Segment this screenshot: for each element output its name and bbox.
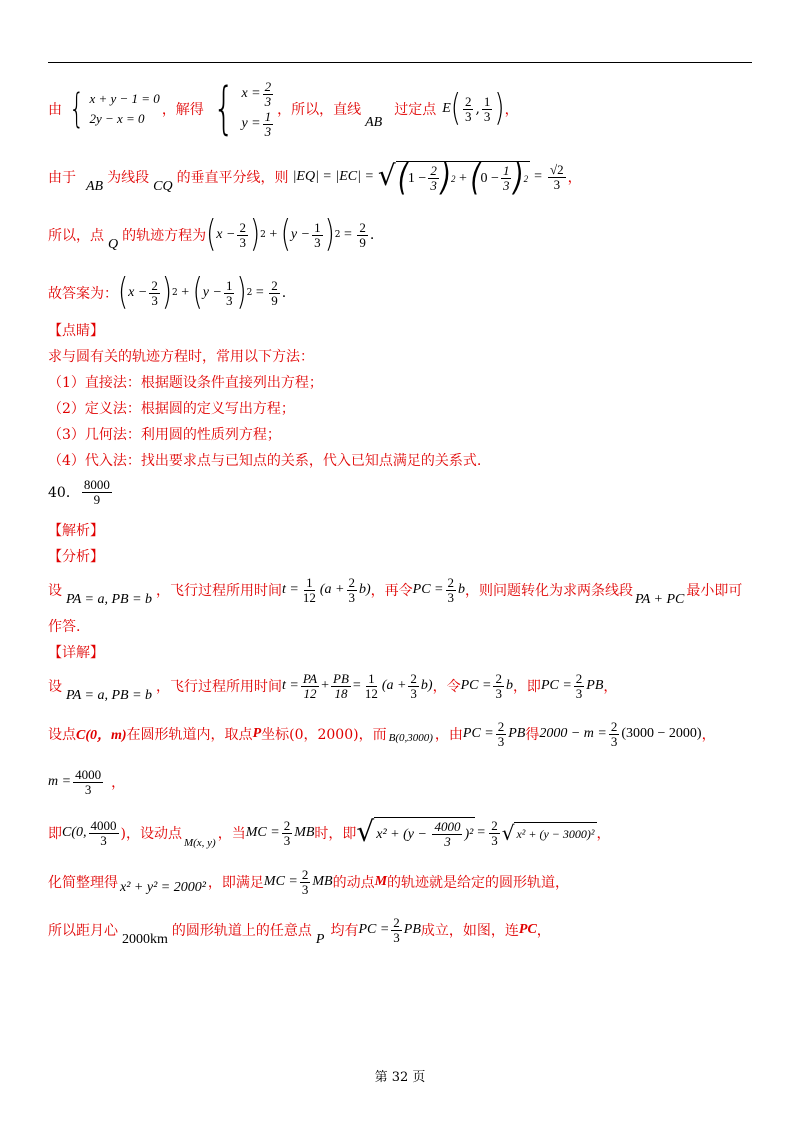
den: 3 [348, 589, 355, 605]
var: t = [282, 678, 299, 693]
detail-line-2 [48, 712, 716, 756]
den: 3 [575, 685, 583, 701]
section-heading: 【解析】 [48, 523, 104, 539]
var: M(x, y) [183, 837, 216, 849]
num: 2 [410, 670, 417, 686]
text: 即 [48, 826, 62, 842]
var: C(0，m) [76, 728, 127, 743]
text: 为线段 [107, 170, 150, 186]
var: (3000 − 2000) [621, 726, 702, 741]
text: 设点 [48, 727, 76, 743]
var: PB [403, 922, 421, 937]
text: 所以，点 [48, 228, 104, 244]
text: ，令 [432, 679, 461, 695]
sqrt-expr: √ ( 1 − $\frac{2}{3}$ ) 2 + ( 0 − $\frac{1}{3}$ ) 2 [377, 157, 529, 200]
text: )，设动点 [120, 826, 182, 842]
var: B(0,3000) [388, 732, 433, 744]
var: MC = [263, 874, 298, 889]
var: PA = a, PB = b [66, 688, 153, 703]
var: b [458, 582, 466, 597]
num: 1 [502, 163, 510, 178]
var: PC = [412, 582, 444, 597]
var: MB [294, 825, 315, 840]
var: MB [312, 874, 333, 889]
den: 3 [264, 94, 272, 109]
var: AB [365, 115, 383, 130]
num: 2 [430, 163, 437, 178]
var: PA = a, PB = b [66, 592, 153, 607]
var: x² + y² = 2000² [120, 880, 206, 895]
den: 3 [483, 108, 491, 124]
detail-line-1: 设 PA = a, PB = b ，飞行过程所用时间 t = $\frac{PA}{12}$ + $\frac{PB}{18}$ = $\frac{1}{12}$ (a + $\frac{2}{3}$ b) ，令 PC = $\frac{2}{3}$ b ，即 PC = $\frac{2}{3}$ PB ， [48, 670, 618, 703]
den: 3 [393, 929, 400, 945]
var: PB [508, 726, 526, 741]
text: 最小即可 [686, 583, 743, 599]
var: PA + PC [635, 592, 685, 607]
den: 3 [283, 832, 291, 848]
num: 4000 [75, 766, 102, 782]
var: PC = [462, 726, 494, 741]
var: P [252, 726, 262, 741]
text: 在圆形轨道内，取点 [126, 727, 253, 743]
list-item: （1）直接法：根据题设条件直接列出方程； [48, 375, 323, 391]
page-number: 第 32 页 [374, 1070, 426, 1085]
var: PB [586, 678, 604, 693]
den: 3 [264, 123, 272, 139]
text: ， [701, 727, 716, 743]
text: 坐标(0，2000)，而 [261, 727, 387, 743]
line-4 [48, 268, 286, 318]
num: 2 [491, 817, 498, 833]
num: 1 [314, 219, 321, 235]
den: 3 [84, 781, 92, 797]
den: 3 [314, 234, 321, 250]
text: ，解得 [161, 102, 204, 118]
var: m = [48, 774, 72, 789]
var: P [315, 932, 325, 947]
den: 3 [444, 834, 451, 849]
den: 3 [553, 176, 561, 192]
den: 3 [464, 108, 472, 124]
num: 2 [151, 277, 158, 293]
detail-line-4: 即 C(0, $\frac{4000}{3}$ )，设动点 M(x, y) ，当 MC = $\frac{2}{3}$ MB 时，即 √ x² + (y − $\frac{4000}{3}$ )² = $\frac{2}{3}$ √ x² + (y − 3000)² ， [48, 815, 611, 849]
line-2: 由于 AB 为线段 CQ 的垂直平分线，则 |EQ| = |EC| = √ ( 1 − $\frac{2}{3}$ ) 2 + ( 0 − $\frac{1}{3}$ ) 2 = $\frac{√2}{3}$ ， [48, 157, 582, 200]
den: 3 [497, 733, 505, 749]
den: 9 [271, 292, 278, 308]
paragraph: 求与圆有关的轨迹方程时，常用以下方法： [48, 349, 314, 365]
text: 由 [48, 102, 62, 118]
line-1: 由 { x + y − 1 = 0 2y − x = 0 ，解得 { x = $\frac{2}{3}$ y = $\frac{1}{3}$ ，所以，直线 AB 过定点 E ( $\frac{2}{3}$ , $\frac{1}{3}$ ) ， [48, 76, 519, 141]
list-item: （3）几何法：利用圆的性质列方程； [48, 427, 281, 443]
var: M [374, 874, 388, 889]
num: 2 [359, 219, 366, 235]
den: 3 [100, 832, 107, 848]
var: x = [241, 86, 261, 102]
text: ， [567, 170, 582, 186]
text: ， [536, 923, 551, 939]
list-item: （2）定义法：根据圆的定义写出方程； [48, 401, 295, 417]
var: PC = [540, 678, 572, 693]
answer-40 [48, 474, 114, 510]
paragraph: 作答. [48, 619, 81, 635]
var: PC [518, 922, 537, 937]
den: 12 [302, 589, 316, 605]
num: 1 [368, 670, 375, 686]
text: 设 [48, 679, 62, 695]
detail-line-3 [48, 760, 125, 804]
num: √2 [550, 161, 564, 177]
section-heading: 【点睛】 [48, 323, 104, 339]
var: C(0, [62, 825, 87, 840]
text: ，所以，直线 [277, 102, 362, 118]
text: ，即满足 [207, 875, 264, 891]
num: 2 [575, 670, 583, 686]
num: PB [333, 670, 349, 686]
num: 2 [497, 718, 505, 734]
num: 2 [239, 219, 246, 235]
equation-system: { x + y − 1 = 0 2y − x = 0 [69, 86, 160, 132]
text: ， [603, 679, 618, 695]
num: 2 [301, 866, 309, 882]
text: 均有 [330, 923, 359, 939]
num: 2 [464, 93, 472, 109]
text: 故答案为： [48, 286, 118, 302]
sqrt-expr: √ x² + (y − 3000)² [501, 821, 595, 845]
text: ， [111, 775, 126, 791]
num: 8000 [83, 476, 110, 492]
text: 的动点 [332, 875, 375, 891]
var: 2000km [122, 932, 168, 947]
den: 9 [93, 491, 101, 507]
line-3 [48, 210, 374, 260]
detail-line-6 [48, 908, 551, 952]
text: 成立，如图，连 [420, 923, 519, 939]
text: ， [596, 826, 611, 842]
text: ，由 [434, 727, 463, 743]
text: ，飞行过程所用时间 [156, 583, 283, 599]
header-rule [48, 62, 752, 63]
den: 12 [303, 685, 317, 701]
expr: |EQ| = |EC| = [292, 169, 374, 184]
text: 得 [525, 727, 540, 743]
var: CQ [153, 179, 173, 194]
eq: 2y − x = 0 [89, 111, 145, 126]
var: PC = [358, 922, 390, 937]
den: 3 [151, 292, 158, 308]
text: ，当 [217, 826, 246, 842]
detail-line-5 [48, 860, 569, 904]
num: 2 [447, 574, 455, 590]
text: 的圆形轨道上的任意点 [171, 923, 312, 939]
circle-equation: ( x − $\frac{2}{3}$ ) 2 + ( y − $\frac{1}{3}$ ) 2 = $\frac{2}{9}$ . [206, 214, 375, 256]
text: 的轨迹方程为 [122, 228, 207, 244]
text: 由于 [48, 170, 76, 186]
var: t = [282, 582, 299, 597]
den: 3 [610, 733, 618, 749]
var: E [442, 101, 451, 116]
text: 的垂直平分线，则 [176, 170, 289, 186]
num: 4000 [434, 819, 461, 834]
text: 设 [48, 583, 62, 599]
num: 1 [264, 108, 272, 124]
num: 4000 [90, 817, 117, 833]
section-heading: 【详解】 [48, 645, 104, 661]
num: 2 [271, 277, 278, 293]
sqrt-expr: √ x² + (y − $\frac{4000}{3}$ )² [356, 815, 474, 849]
den: 3 [225, 292, 233, 308]
analysis-line: 设 PA = a, PB = b ，飞行过程所用时间 t = $\frac{1}{12}$ (a + $\frac{2}{3}$ b) ，再令 PC = $\frac{2}{3}$ b ，则问题转化为求两条线段 PA + PC 最小即可 [48, 574, 743, 607]
eq: x + y − 1 = 0 [89, 91, 160, 106]
den: 18 [334, 685, 348, 701]
text: 化简整理得 [48, 875, 118, 891]
num: 2 [610, 718, 618, 734]
num: 2 [264, 79, 272, 94]
section-heading: 【分析】 [48, 549, 104, 565]
num: 1 [483, 93, 491, 109]
var: MC = [245, 825, 280, 840]
num: 1 [306, 574, 313, 590]
text: ，再令 [370, 583, 413, 599]
num: PA [302, 670, 318, 686]
den: 3 [430, 178, 437, 193]
den: 12 [364, 685, 378, 701]
den: 3 [301, 881, 309, 897]
num: 2 [393, 914, 400, 930]
num: 1 [225, 277, 233, 293]
text: ，飞行过程所用时间 [156, 679, 283, 695]
var: Q [108, 237, 119, 252]
solution-system: { x = $\frac{2}{3}$ y = $\frac{1}{3}$ [212, 76, 272, 141]
den: 3 [495, 685, 502, 701]
den: 3 [239, 234, 246, 250]
den: 3 [410, 685, 417, 701]
num: 2 [348, 574, 355, 590]
den: 3 [447, 589, 455, 605]
den: 9 [359, 234, 366, 250]
question-number: 40． [48, 485, 80, 501]
var: y = [241, 116, 261, 131]
text: 过定点 [394, 102, 437, 118]
list-item: （4）代入法：找出要求点与已知点的关系，代入已知点满足的关系式. [48, 453, 482, 469]
var: AB [86, 179, 104, 194]
den: 3 [491, 832, 498, 848]
text: ，则问题转化为求两条线段 [465, 583, 634, 599]
answer-equation: ( x − $\frac{2}{3}$ ) 2 + ( y − $\frac{1}{3}$ ) 2 = $\frac{2}{9}$ . [118, 272, 287, 314]
text: ，即 [512, 679, 541, 695]
var: PC = [460, 678, 492, 693]
text: 所以距月心 [48, 923, 118, 939]
text: 时，即 [314, 826, 357, 842]
num: 2 [283, 817, 291, 833]
var: 2000 − m = [539, 726, 607, 741]
den: 3 [502, 178, 510, 193]
num: 2 [495, 670, 502, 686]
text: 的轨迹就是给定的圆形轨道， [387, 875, 570, 891]
